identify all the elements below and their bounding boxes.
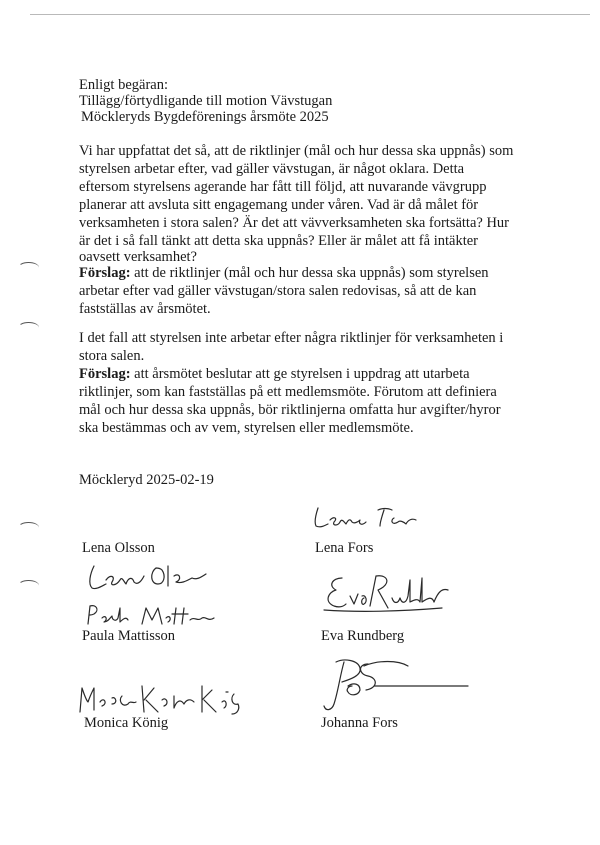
signature-scribble — [82, 602, 217, 628]
proposal-label: Förslag: — [79, 366, 131, 382]
text-line: ska bestämmas och av vem, styrelsen eller medlemsmöte. — [79, 420, 414, 436]
proposal-text: att de riktlinjer (mål och hur dessa ska uppnås) som styrelsen — [130, 265, 489, 281]
text-line: Vi har uppfattat det så, att de riktlinjer (mål och hur dessa ska uppnås) som — [79, 143, 514, 159]
signature-monica-konig — [78, 682, 248, 716]
proposal-line — [79, 365, 519, 383]
binder-hole-mark — [18, 522, 39, 533]
signature-johanna-fors — [318, 656, 478, 718]
top-rule — [30, 14, 590, 15]
binder-hole-mark — [18, 580, 39, 591]
signatory-name: Lena Olsson — [82, 540, 155, 556]
document-header — [79, 77, 332, 125]
signature-eva-rundberg — [322, 572, 457, 620]
signature-scribble — [318, 656, 478, 718]
header-line-request: Enligt begäran: — [79, 77, 168, 93]
proposal-label: Förslag: — [79, 265, 131, 281]
signatory-name: Monica König — [84, 715, 169, 731]
signatory-name: Eva Rundberg — [321, 628, 405, 644]
text-line: arbetar efter vad gäller vävstugan/stora salen redovisas, så att de kan — [79, 283, 477, 299]
paragraph-background — [79, 142, 519, 318]
text-line: är det i så fall tänkt att detta ska uppnås? Eller är målet att få intäkter — [79, 233, 478, 249]
text-line: mål och hur dessa ska uppnås, bör riktlinjerna omfatta hur avgifter/hyror — [79, 402, 501, 418]
signature-lena-fors — [312, 504, 422, 532]
signature-scribble — [78, 682, 248, 716]
signature-lena-olsson — [84, 562, 214, 592]
text-line: verksamheten i stora salen? Är det att vävverksamheten ska fortsätta? Hur — [79, 215, 510, 231]
binder-hole-mark — [18, 262, 39, 273]
text-line: eftersom styrelsens agerande har fått till följd, att nuvarande vävgrupp — [79, 179, 487, 195]
signature-scribble — [84, 562, 214, 592]
signature-paula-mattisson — [82, 602, 217, 628]
text-line: stora salen. — [79, 348, 145, 364]
signatory-name: Lena Fors — [315, 540, 374, 556]
signature-scribble — [322, 572, 457, 620]
proposal-text: att årsmötet beslutar att ge styrelsen i uppdrag att utarbeta — [130, 366, 470, 382]
place-and-date: Möckleryd 2025-02-19 — [79, 472, 214, 488]
paragraph-proposal — [79, 329, 519, 437]
binder-hole-mark — [18, 322, 39, 333]
text-line: fastställas av årsmötet. — [79, 301, 211, 317]
proposal-line — [79, 264, 519, 282]
text-line: oavsett verksamhet? — [79, 249, 197, 265]
signatory-name: Johanna Fors — [321, 715, 398, 731]
text-line: planerar att avsluta sitt engagemang under våren. Vad är då målet för — [79, 197, 479, 213]
text-line: riktlinjer, som kan fastställas på ett medlemsmöte. Förutom att definiera — [79, 384, 497, 400]
signature-scribble — [312, 504, 422, 532]
signatory-name: Paula Mattisson — [82, 628, 176, 644]
header-line-meeting: Möckleryds Bygdeförenings årsmöte 2025 — [81, 109, 329, 125]
text-line: styrelsen arbetar efter, vad gäller vävstugan, är något oklara. Detta — [79, 161, 465, 177]
header-line-subject: Tillägg/förtydligande till motion Vävstugan — [79, 93, 333, 109]
text-line: I det fall att styrelsen inte arbetar efter några riktlinjer för verksamheten i — [79, 330, 504, 346]
